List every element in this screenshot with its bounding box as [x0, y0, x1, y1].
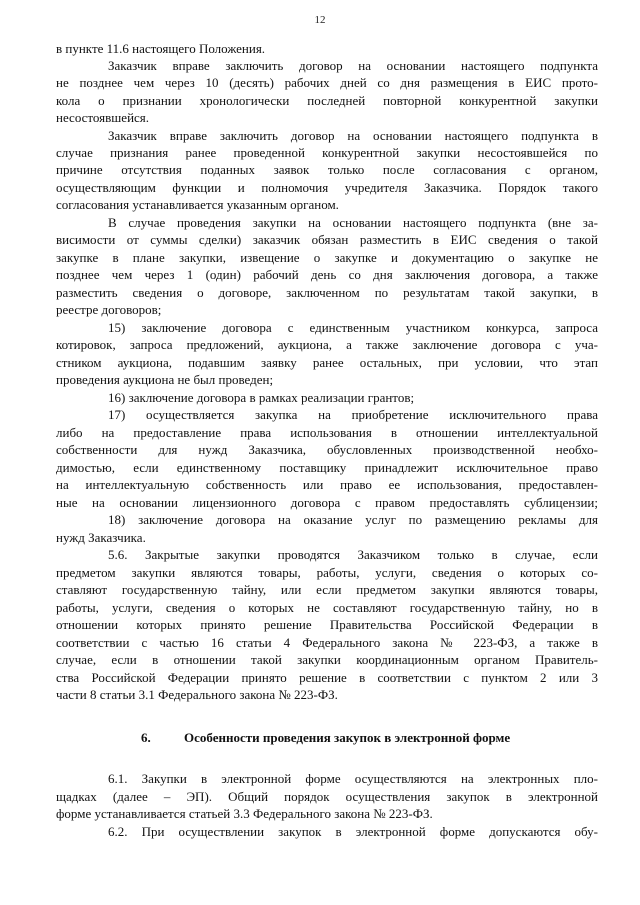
text-line: осуществляющим функции и полномочия учредителя Заказчика. Порядок такого	[56, 180, 598, 195]
text-line: разместить сведения о договоре, заключенном по результатам такой закупки, в	[56, 285, 598, 300]
text-line: не позднее чем через 10 (десять) рабочих дней со дня размещения в ЕИС прото-	[56, 75, 598, 90]
text-line: котировок, запроса предложений, аукциона, а также заключение договора с уча-	[56, 337, 598, 352]
text-line: случае признания ранее проведенной конкурентной закупки несостоявшейся по	[56, 145, 598, 160]
section-title: Особенности проведения закупок в электронной форме	[184, 730, 511, 745]
text-line: позднее чем через 1 (один) рабочий день со дня заключения договора, а также	[56, 267, 598, 282]
text-line: случае, если в отношении такой закупки координационным органом Правитель-	[56, 652, 598, 667]
page-number: 12	[314, 14, 326, 26]
text-line: несостоявшейся.	[56, 110, 150, 125]
text-line: причине отсутствия поданных заявок только после согласования с органом,	[56, 162, 598, 177]
text-line: согласования устанавливается указанным органом.	[56, 197, 339, 212]
text-line: части 8 статьи 3.1 Федерального закона № 223-ФЗ.	[56, 687, 338, 702]
text-line: Заказчик вправе заключить договор на основании настоящего подпункта	[108, 58, 598, 73]
text-line: форме устанавливается статьей 3.3 Федерального закона № 223-ФЗ.	[56, 806, 433, 821]
text-line: в пункте 11.6 настоящего Положения.	[56, 41, 266, 56]
text-line: 18) заключение договора на оказание услуг по размещению рекламы для	[108, 512, 598, 527]
text-line: либо на предоставление права использования в отношении интеллектуальной	[56, 425, 598, 440]
text-line: стником аукциона, подавшим заявку ранее остальных, при условии, что этап	[56, 355, 598, 370]
text-line: щадках (далее – ЭП). Общий порядок осуществления закупок в электронной	[56, 789, 598, 804]
text-line: нужд Заказчика.	[56, 530, 146, 545]
text-line: Заказчик вправе заключить договор на основании настоящего подпункта в	[108, 128, 598, 143]
text-line: на интеллектуальную собственность или право ее использования, предоставлен-	[56, 477, 598, 492]
text-line: проведения аукциона не был проведен;	[56, 372, 274, 387]
text-line: 6.2. При осуществлении закупок в электронной форме допускаются обу-	[108, 824, 598, 839]
text-line: соответствии с частью 16 статьи 4 Федерального закона № 223-ФЗ, а также в	[56, 635, 598, 650]
text-line: димостью, если единственному поставщику принадлежит исключительное право	[56, 460, 598, 475]
text-line: В случае проведения закупки на основании настоящего подпункта (вне за-	[108, 215, 598, 230]
text-line: ставляют государственную тайну, или если предметом закупки являются товары,	[56, 582, 598, 597]
text-line: отношении которых принято решение Правительства Российской Федерации в	[56, 617, 598, 632]
text-line: 15) заключение договора с единственным участником конкурса, запроса	[108, 320, 598, 335]
text-line: 16) заключение договора в рамках реализации грантов;	[108, 390, 415, 405]
text-line: работы, услуги, сведения о которых не составляют государственную тайну, но в	[56, 600, 598, 615]
text-line: закупке в плане закупки, извещение о закупке и документацию о закупке не	[56, 250, 598, 265]
text-line: собственности для нужд Заказчика, обусловленных производственной необхо-	[56, 442, 598, 457]
text-line: предметом закупки являются товары, работы, услуги, сведения о которых со-	[56, 565, 598, 580]
text-line: ные на основании лицензионного договора с правом предоставлять сублицензии;	[56, 495, 598, 510]
text-line: 6.1. Закупки в электронной форме осуществляются на электронных пло-	[108, 771, 598, 786]
text-line: кола о признании хронологически последней повторной конкурентной закупки	[56, 93, 598, 108]
text-line: 5.6. Закрытые закупки проводятся Заказчиком только в случае, если	[108, 547, 598, 562]
text-line: реестре договоров;	[56, 302, 162, 317]
text-line: висимости от суммы сделки) заказчик обязан разместить в ЕИС сведения о такой	[56, 232, 598, 247]
text-line: ства Российской Федерации принято решение в соответствии с пунктом 2 или 3	[56, 670, 598, 685]
section-number: 6.	[141, 730, 151, 745]
text-line: 17) осуществляется закупка на приобретение исключительного права	[108, 407, 598, 422]
